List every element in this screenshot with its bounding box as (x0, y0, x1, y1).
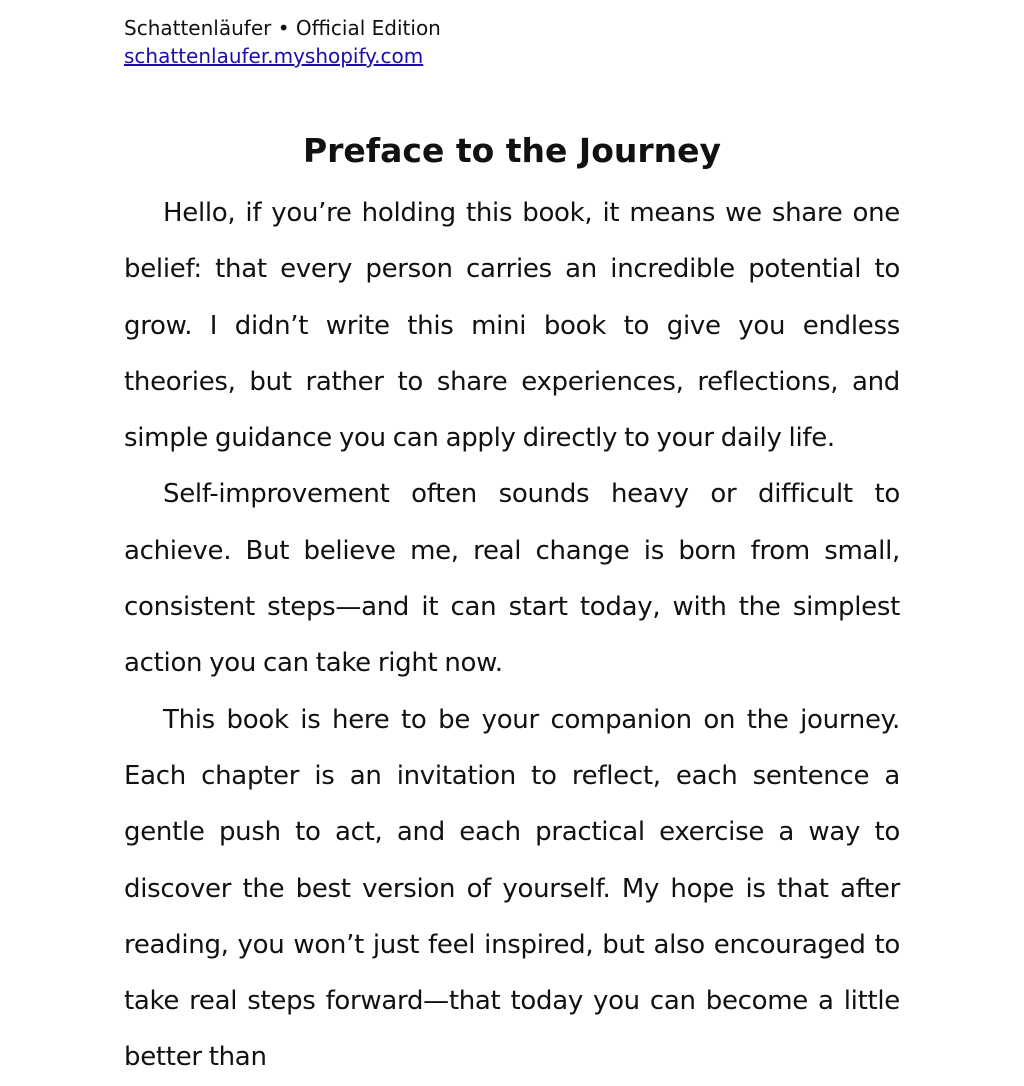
document-page (124, 14, 900, 1086)
paragraph-2: Self-improvement often sounds heavy or difficult to achieve. But believe me, real change is born from small, consistent steps—and it can start today, with the simplest action you can take right now. (124, 479, 900, 679)
paragraph-3: This book is here to be your companion on the journey. Each chapter is an invitation to reflect, each sentence a gentle push to act, and each practical exercise a way to discover the best version of yourself. My hope is that after reading, you won’t just feel inspired, but also encouraged to take real steps forward—that today you can become a little better than (124, 704, 900, 1073)
page-title: Preface to the Journey (302, 131, 722, 170)
brand-line: Schattenläufer • Official Edition (124, 16, 441, 40)
paragraph-1: Hello, if you’re holding this book, it means we share one belief: that every person carries an incredible potential to grow. I didn’t write this mini book to give you endless theories, but rather to share experiences, reflections, and simple guidance you can apply directly to your daily life. (124, 198, 900, 454)
site-link[interactable]: schattenlaufer.myshopify.com (124, 44, 424, 68)
